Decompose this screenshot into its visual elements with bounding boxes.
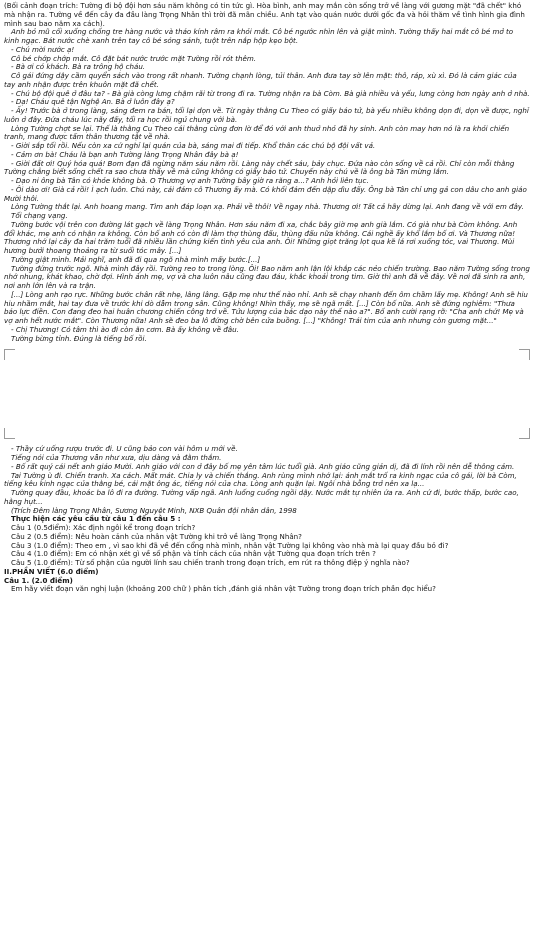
part2-paragraph: Thực hiện các yêu cầu từ câu 1 đến câu 5 : [11,514,181,524]
part1-paragraph: [...] Lòng anh rạo rực. Những bước chân rất nhẹ, lâng lâng. Gặp mẹ như thế nào nhỉ. Anh sẽ chạy nhanh đến ôm chầm lấy mẹ. Không! Anh sẽ hiu hiu nhầm mắt, hai tay đưa về trước khi dò dẫm trong sân. Cũng không! Nhìn thấy, mẹ sẽ ngã mất. [...] Còn bố nữa. Anh sẽ đứng nghiêm: "Thưa báo lực điền. Con đang đeo hai huân chương chiến công trở về. Tửu lượng của bác dạo này thế nào a?". Bố anh cười rạng rỡ: "Cha anh chứ! Mẹ và vợ anh hết nước mắt". Còn Thương nữa! Anh sẽ đeo ba lô đứng chờ bên cửa buồng. [...] "Không! Trái tim của anh nhưng còn gương mặt..." [4,289,528,325]
crop-mark-bottom-right [519,428,530,439]
part2-paragraph: Tiếng nói của Thương vẫn như xưa, dịu dàng và đằm thắm. [11,453,222,462]
part1-paragraph: - Ôi dào ơi! Già cả rồi! Ì ạch luôn. Chú này, cái đám cô Thương ấy mà. Có khối đám đến dập dìu đấy. Ông bà Tân chỉ ưng gả con dâu cho anh giáo Mười thôi. [4,184,527,203]
part2-paragraph: Tường quay đầu, khoác ba lô đi ra đường. Tường vấp ngã. Anh luống cuống ngồi dậy. Nước mắt tự nhiên ứa ra. Anh cứ đi, bước thấp, bước cao, hằng hụt... [4,488,519,506]
part2-paragraph: - Thầy cứ uống rượu trước đi. U cũng bảo con vài hôm u mới về. [11,444,238,454]
part1-paragraph: Cô bé chớp chớp mắt. Cô đặt bát nước trước mặt Tường rồi rót thêm. [11,53,257,63]
part1-paragraph: Tối chạng vạng. [11,211,68,220]
part1-paragraph: Tường bước vội trên con đường lát gạch về làng Trọng Nhân. Hơn sáu năm đi xa, chắc bây giờ mẹ anh già lắm. Có già như bà Còm không. Anh đổi khác, mẹ anh có nhận ra không. Còn bố anh có còn đi làm thợ thùng đấu, thùng đấu nữa không. Cái nghề ấy khổ lắm bố ơi. Và Thương nữa! Thương nhớ lại cây đa hai trăm tuổi đã nhiều lần chứng kiến tình yêu của anh. Ôi! Những giọt trăng lọt qua kẽ lá rơi xuống tóc, vai Thương. Mùi hương bưởi thoang thoảng ra từ suối tóc mây. [...] [4,219,518,255]
part1-paragraph: Tường đứng trước ngõ. Nhà mình đây rồi. Tường reo to trong lòng. Ôi! Bao năm anh lận lội khắp các nẻo chiến trường. Bao năm Tường sống trong nhớ nhung, khát khao, chờ đợi. Hình ảnh mẹ, vợ và cha luôn nâu cũng đau đáu, khắc khoải trong tim. Giờ thì anh đã về đây. Về nơi đã sinh ra anh, nơi anh lớn lên và ra trận. [4,263,530,290]
part1-paragraph: Tường giật mình. Mải nghĩ, anh đã đi qua ngõ nhà mình mấy bước.[...] [11,254,261,264]
part1-paragraph: - Cảm ơn bà! Cháu là bạn anh Tường làng Trọng Nhân đây bà ạ! [11,149,239,159]
part1-paragraph: - Giời đất ơi! Quý hóa quá! Bom đạn đã ngừng năm sáu năm rồi. Làng này chết sáu, bảy chục. Đứa nào còn sống về cả rồi. Chỉ còn mỗi thằng Tường chẳng biết sống chết ra sao chưa thấy về mà cũng không có giấy báo tử. Chuyến này chú về là ông bà Tân mừng lắm. [4,158,515,177]
part2-paragraph: - Bố rất quý cái nết anh giáo Mười. Anh giáo với con ở đây bố mẹ yên tâm lúc tuổi già. Anh giáo cũng giản dị, đã đi lính rồi nên dễ thông cảm. [11,461,515,471]
document-page [4,2,530,594]
part1-paragraph: - Chú mời nước ạ! [11,44,75,54]
crop-mark-top-right [519,349,530,360]
part2-paragraph: Câu 5 (1.0 điểm): Từ số phận của người lính sau chiến tranh trong đoạn trích, em rút ra thông điệp ý nghĩa nào? [11,558,410,567]
crop-mark-bottom-left [4,428,15,439]
part1-paragraph: - Chị Thương! Có tâm thì ào đi còn ăn cơm. Bà ấy không về đâu. [11,324,239,334]
part2-paragraph: (Trích Đêm làng Trọng Nhân, Sương Nguyệt Minh, NXB Quân đội nhân dân, 1998 [11,505,297,515]
part1-paragraph: Lòng Tường chợt se lại. Thế là thằng Cu Theo cái thằng cùng đơn lờ để đó với anh thuở nhỏ đã hy sinh. Anh còn may hơn nó là ra khỏi chiến tranh, mang được tấm thân thương tật về nhà. [4,123,510,142]
part2-paragraph: Em hãy viết đoạn văn nghị luận (khoảng 200 chữ ) phân tích ,đánh giá nhân vật Tường trong đoạn trích phần đọc hiểu? [11,584,436,594]
part1-paragraph: - Dạo ni ông bà Tân có khỏe không bà. O Thương vợ anh Tường bây giờ ra răng a...? Anh hỏi liên tục. [11,176,369,185]
passage-part-one [4,2,530,343]
part2-paragraph: Câu 4 (1.0 điểm): Em có nhận xét gì về số phận và tính cách của nhân vật Tường qua đoạn trích trên ? [11,549,376,559]
part1-paragraph: - Chú bộ đội quê ở đâu ta? - Bà già còng lưng chậm rãi từ trong đi ra. Tường nhận ra bà Còm. Bà già nhiều và yếu, lưng còng hơn ngày anh ở nhà. [11,88,530,98]
blank-page-gap [4,343,530,445]
part1-paragraph: Tường bừng tỉnh. Đúng là tiếng bố rồi. [11,333,147,343]
part1-paragraph: Lòng Tường thắt lại. Anh hoang mang. Tìm anh đáp loạn xạ. Phải về thôi! Về ngay nhà. Thương ơi! Tất cả hãy dừng lại. Anh đang về với em đây. [11,202,524,212]
part2-paragraph: II.PHẦN VIẾT (6.0 điểm) [4,566,99,576]
crop-mark-top-left [4,349,15,360]
passage-part-two-and-questions [4,445,530,594]
part2-paragraph: Câu 1. (2.0 điểm) [4,575,73,585]
part1-paragraph: Cô gái đứng dậy cầm quyển sách vào trong rất nhanh. Tường chạnh lòng, tủi thân. Anh đưa tay sờ lên mặt: thô, ráp, xù xì. Đó là cảm giác của tay anh nhận được trên khuôn mặt đã chết. [4,71,517,89]
part1-paragraph: - Ấy! Trước bà ở trong làng, sáng đem ra bán, tối lại dọn về. Từ ngày thằng Cu Theo có giấy báo tử, bà yếu nhiều không dọn đi, dọn về được, nghỉ luôn ở đây. Đứa cháu lúc nãy đấy, tối ra học rồi ngủ chung với bà. [4,106,529,124]
part2-paragraph: Câu 2 (0.5 điểm): Nêu hoàn cảnh của nhân vật Tường khi trở về làng Trọng Nhân? [11,531,302,541]
part1-paragraph: - Dạ! Cháu quê tận Nghệ An. Bà ở luôn đây ạ? [11,97,175,107]
part2-paragraph: Tai Tường ù đi. Chiến tranh. Xa cách. Mất mát. Chia ly và chiến thắng. Anh rùng mình nhớ lại: ánh mắt trố ra kinh ngạc của cô gái, lời bà Còm, tiếng kêu kinh ngạc của thằng bé, cái mặt ông ác, tiếng nói của cha. Lòng anh quặn lại. Ngôi nhà bỗng trở nên xa lạ... [4,470,517,489]
part2-paragraph: Câu 3 (1.0 điểm): Theo em , vì sao khi đã về đến cổng nhà mình, nhân vật Tường lại không vào nhà mà lại quay đầu bỏ đi? [11,540,449,550]
part1-paragraph: - Giời sắp tối rồi. Nếu còn xa cứ nghỉ lại quán của bà, sáng mai đi tiếp. Khổ thân các chú bộ đội vất vả. [11,141,376,150]
part1-paragraph: (Bối cảnh đoạn trích: Tường đi bộ đội hơn sáu năm không có tin tức gì. Hòa bình, anh may mắn còn sống trở về làng với gương mặt "đã chết" khó mà nhận ra. Tường về đến cây đa đầu làng Trọng Nhân thì trời đã mãn chiều. Anh tạt vào quán nước dưới gốc đa và hỏi thăm về tình hình gia đình mình sau bao năm xa cách). [4,1,525,28]
part2-paragraph: Câu 1 (0.5điểm): Xác định ngôi kể trong đoạn trích? [11,523,196,532]
part1-paragraph: - Bà ơi có khách. Bà ra trông hộ cháu. [11,62,146,72]
part1-paragraph: Anh bỏ mũ cối xuống chống tre hàng nước và tháo kính râm ra khỏi mắt. Cô bé ngước nhìn lên và giật mình. Tường thấy hai mắt cô bé mở to kinh ngạc. Bát nước chè xanh trên tay cô bé sóng sánh, tuột trên nắp hộp kẹo bột. [4,27,514,45]
